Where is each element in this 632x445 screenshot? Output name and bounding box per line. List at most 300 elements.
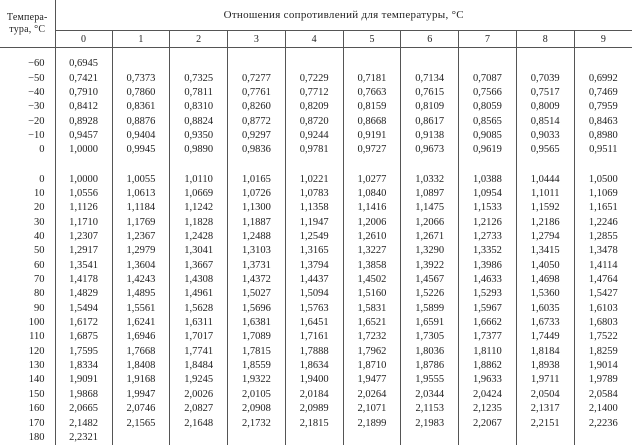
ratio-cell: 1,7522	[588, 331, 618, 343]
ratio-cell: 0,9297	[228, 129, 286, 143]
spacer-cell	[343, 48, 401, 57]
ratio-cell: 2,1565	[112, 416, 170, 430]
ratio-cell: 1,0000	[55, 143, 112, 157]
ratio-cell: 0,8720	[285, 114, 343, 128]
ratio-cell: 0,7421	[55, 71, 112, 85]
ratio-cell: 1,3604	[112, 258, 170, 272]
ratio-cell: 2,0827	[170, 402, 228, 416]
ratio-cell: 1,9322	[228, 373, 286, 387]
ratio-cell: 1,2549	[285, 230, 343, 244]
table-row	[0, 57, 632, 71]
ratio-cell: 1,8938	[516, 359, 574, 373]
table-row	[0, 143, 632, 157]
table-row	[0, 402, 632, 416]
temperature-cell: 100	[0, 316, 55, 330]
ratio-cell: 0,8772	[228, 114, 286, 128]
ratio-cell: 0,7860	[112, 86, 170, 100]
ratio-cell: 1,6241	[112, 316, 170, 330]
temperature-cell: 50	[0, 244, 55, 258]
ratio-cell: 1,3478	[588, 245, 618, 257]
ratio-cell: 1,4502	[343, 273, 401, 287]
ratio-cell: 1,0783	[285, 187, 343, 201]
ratio-cell: 0,8361	[112, 100, 170, 114]
temperature-cell: 110	[0, 330, 55, 344]
ratio-cell: 0,7517	[516, 86, 574, 100]
ratio-cell: 1,1416	[343, 201, 401, 215]
temperature-cell: −60	[0, 57, 55, 71]
ratio-cell: 2,2067	[459, 416, 517, 430]
ratio-cell: 1,4050	[516, 258, 574, 272]
ratio-cell: 1,7305	[401, 330, 459, 344]
ratio-cell: 1,7815	[228, 344, 286, 358]
ratio-cell: 1,3290	[401, 244, 459, 258]
spacer-cell	[459, 157, 517, 172]
ratio-cell: 1,1592	[516, 201, 574, 215]
ratio-cell: 0,8310	[170, 100, 228, 114]
ratio-cell: 0,9836	[228, 143, 286, 157]
ratio-cell: 1,5427	[588, 288, 618, 300]
temperature-cell: 40	[0, 230, 55, 244]
ratio-cell: 1,7888	[285, 344, 343, 358]
ratio-cell: 1,8484	[170, 359, 228, 373]
spacer-cell	[285, 48, 343, 57]
ratio-cell: 2,1983	[401, 416, 459, 430]
ratio-cell: 0,8260	[228, 100, 286, 114]
ratio-cell: 0,8668	[343, 114, 401, 128]
spacer-row	[0, 48, 632, 57]
ratio-cell: 1,2307	[55, 230, 112, 244]
ratio-cell: 0,9619	[459, 143, 517, 157]
ratio-cell: 1,1651	[588, 202, 618, 214]
ratio-cell: 0,9191	[343, 129, 401, 143]
ratio-cell: 1,0277	[343, 172, 401, 186]
ratio-cell: 0,8159	[343, 100, 401, 114]
ratio-cell: 0,8824	[170, 114, 228, 128]
ratio-cell: 1,5899	[401, 301, 459, 315]
ratio-cell	[401, 57, 459, 71]
ratio-cell: 1,0897	[401, 187, 459, 201]
temperature-cell: 70	[0, 273, 55, 287]
temperature-cell: 160	[0, 402, 55, 416]
ratio-cell: 1,0221	[285, 172, 343, 186]
spacer-cell	[459, 48, 517, 57]
spacer-cell	[574, 48, 632, 57]
ratio-cell	[112, 57, 170, 71]
spacer-cell	[170, 48, 228, 57]
table-row	[0, 359, 632, 373]
digit-header-0: 0	[55, 31, 112, 48]
table-row	[0, 273, 632, 287]
ratio-cell: 0,7229	[285, 71, 343, 85]
ratio-cell: 1,5763	[285, 301, 343, 315]
ratio-cell: 1,9245	[170, 373, 228, 387]
table-row	[0, 71, 632, 85]
ratio-cell: 1,0388	[459, 172, 517, 186]
ratio-cell: 1,5561	[112, 301, 170, 315]
spacer-cell	[55, 48, 112, 57]
ratio-cell: 0,7959	[588, 101, 618, 113]
ratio-cell: 1,7741	[170, 344, 228, 358]
ratio-cell: 1,3858	[343, 258, 401, 272]
table-row	[0, 187, 632, 201]
ratio-cell: 0,7373	[112, 71, 170, 85]
ratio-cell: 1,9789	[588, 374, 618, 386]
ratio-cell: 1,1126	[55, 201, 112, 215]
ratio-cell: 2,0584	[588, 388, 618, 400]
ratio-cell: 1,3165	[285, 244, 343, 258]
spacer-cell	[0, 157, 55, 172]
ratio-cell: 1,3667	[170, 258, 228, 272]
ratio-cell	[343, 430, 401, 445]
ratio-cell: 1,0840	[343, 187, 401, 201]
ratio-cell: 1,0165	[228, 172, 286, 186]
ratio-cell: 1,6311	[170, 316, 228, 330]
ratio-cell: 1,6103	[588, 302, 618, 314]
ratio-cell	[170, 430, 228, 445]
ratio-cell: 1,6521	[343, 316, 401, 330]
ratio-cell: 0,9350	[170, 129, 228, 143]
temperature-cell: 60	[0, 258, 55, 272]
ratio-cell: 1,4178	[55, 273, 112, 287]
ratio-cell: 1,5293	[459, 287, 517, 301]
ratio-cell: 1,6946	[112, 330, 170, 344]
ratio-cell: 0,7761	[228, 86, 286, 100]
ratio-cell: 0,6992	[588, 72, 618, 84]
spacer-cell	[401, 157, 459, 172]
temperature-cell: 10	[0, 187, 55, 201]
ratio-cell	[228, 57, 286, 71]
ratio-cell: 1,4961	[170, 287, 228, 301]
ratio-cell: 1,1887	[228, 215, 286, 229]
ratio-cell: 1,4829	[55, 287, 112, 301]
spacer-cell	[401, 48, 459, 57]
spacer-cell	[574, 157, 632, 172]
ratio-cell: 1,3731	[228, 258, 286, 272]
ratio-cell: 1,8634	[285, 359, 343, 373]
ratio-cell: 1,2186	[516, 215, 574, 229]
ratio-cell: 1,7161	[285, 330, 343, 344]
spacer-cell	[516, 48, 574, 57]
ratio-cell: 1,1069	[588, 188, 618, 199]
ratio-cell: 1,0613	[112, 187, 170, 201]
temperature-cell: 80	[0, 287, 55, 301]
ratio-cell: 2,1400	[588, 403, 618, 415]
ratio-cell: 1,7232	[343, 330, 401, 344]
ratio-cell: 1,8559	[228, 359, 286, 373]
temperature-cell: 30	[0, 215, 55, 229]
ratio-cell: 1,3794	[285, 258, 343, 272]
ratio-cell: 2,0665	[55, 402, 112, 416]
digit-header-5: 5	[343, 31, 401, 48]
ratio-cell: 1,9868	[55, 387, 112, 401]
temperature-header-line1: Темпера-	[6, 11, 48, 23]
ratio-cell: 0,9945	[112, 143, 170, 157]
ratio-cell	[516, 57, 574, 71]
ratio-cell: 1,2610	[343, 230, 401, 244]
ratio-cell: 2,0264	[343, 387, 401, 401]
table-row	[0, 129, 632, 143]
ratio-cell: 1,4633	[459, 273, 517, 287]
ratio-cell: 1,6662	[459, 316, 517, 330]
table-row	[0, 316, 632, 330]
ratio-cell: 0,9138	[401, 129, 459, 143]
ratio-cell: 0,8617	[401, 114, 459, 128]
ratio-cell: 1,5831	[343, 301, 401, 315]
spacer-cell	[170, 157, 228, 172]
ratio-cell: 1,8259	[588, 345, 618, 357]
ratio-cell: 1,0500	[588, 173, 618, 185]
ratio-cell: 1,5628	[170, 301, 228, 315]
digit-header-8: 8	[516, 31, 574, 48]
ratio-cell: 1,5967	[459, 301, 517, 315]
ratio-cell: 1,5696	[228, 301, 286, 315]
temperature-cell: 20	[0, 201, 55, 215]
ratio-cell: 1,6035	[516, 301, 574, 315]
table-row	[0, 100, 632, 114]
ratio-cell: 1,7595	[55, 344, 112, 358]
table-row	[0, 258, 632, 272]
ratio-cell: 1,5360	[516, 287, 574, 301]
ratio-cell: 1,6591	[401, 316, 459, 330]
ratio-cell: 0,7910	[55, 86, 112, 100]
ratio-cell: 1,9091	[55, 373, 112, 387]
ratio-cell: 1,8036	[401, 344, 459, 358]
ratio-cell: 0,9404	[112, 129, 170, 143]
ratio-cell: 0,8059	[459, 100, 517, 114]
ratio-cell	[516, 430, 574, 445]
ratio-cell: 1,0110	[170, 172, 228, 186]
ratio-cell: 1,8786	[401, 359, 459, 373]
ratio-cell: 1,2367	[112, 230, 170, 244]
table-row	[0, 244, 632, 258]
ratio-cell: 0,8463	[588, 115, 618, 127]
ratio-cell: 1,7449	[516, 330, 574, 344]
table-row	[0, 330, 632, 344]
ratio-cell: 0,9085	[459, 129, 517, 143]
ratio-cell: 0,8876	[112, 114, 170, 128]
ratio-cell: 0,7663	[343, 86, 401, 100]
ratio-cell: 1,6381	[228, 316, 286, 330]
ratio-cell: 0,7181	[343, 71, 401, 85]
ratio-cell: 0,7615	[401, 86, 459, 100]
ratio-cell: 1,9711	[516, 373, 574, 387]
ratio-cell: 0,7277	[228, 71, 286, 85]
table-header	[0, 0, 632, 48]
ratio-cell: 1,4243	[112, 273, 170, 287]
ratio-cell: 0,9727	[343, 143, 401, 157]
ratio-cell: 1,9633	[459, 373, 517, 387]
spacer-cell	[516, 157, 574, 172]
ratio-cell: 1,5494	[55, 301, 112, 315]
ratio-cell	[401, 430, 459, 445]
ratio-cell: 0,8412	[55, 100, 112, 114]
table-row	[0, 373, 632, 387]
ratio-cell: 1,9555	[401, 373, 459, 387]
ratio-cell: 2,0344	[401, 387, 459, 401]
ratio-cell: 1,3986	[459, 258, 517, 272]
ratio-cell: 1,8862	[459, 359, 517, 373]
spacer-cell	[112, 157, 170, 172]
ratio-cell: 2,0908	[228, 402, 286, 416]
ratio-cell: 2,0989	[285, 402, 343, 416]
ratio-cell: 2,1482	[55, 416, 112, 430]
table-row	[0, 114, 632, 128]
digit-header-1: 1	[112, 31, 170, 48]
ratio-cell: 1,2733	[459, 230, 517, 244]
ratio-cell: 1,0055	[112, 172, 170, 186]
ratio-cell: 1,2671	[401, 230, 459, 244]
ratio-cell: 1,8110	[459, 344, 517, 358]
ratio-cell: 1,4308	[170, 273, 228, 287]
table-row	[0, 430, 632, 445]
ratio-cell: 0,8980	[588, 130, 618, 141]
ratio-cell: 1,5160	[343, 287, 401, 301]
ratio-cell: 1,6875	[55, 330, 112, 344]
ratio-cell: 2,0746	[112, 402, 170, 416]
ratio-cell: 0,9890	[170, 143, 228, 157]
ratio-cell: 1,7962	[343, 344, 401, 358]
spacer-cell	[0, 48, 55, 57]
temperature-cell: −50	[0, 71, 55, 85]
digit-header-9: 9	[574, 31, 632, 48]
spacer-cell	[112, 48, 170, 57]
ratio-cell: 1,2917	[55, 244, 112, 258]
temperature-cell: −40	[0, 86, 55, 100]
ratio-cell: 0,9457	[55, 129, 112, 143]
ratio-cell: 0,9781	[285, 143, 343, 157]
ratio-cell: 1,5226	[401, 287, 459, 301]
ratio-cell: 1,2246	[588, 216, 618, 228]
table-row	[0, 201, 632, 215]
ratio-cell: 0,8009	[516, 100, 574, 114]
ratio-cell: 1,2794	[516, 230, 574, 244]
ratio-cell: 2,0504	[516, 387, 574, 401]
temperature-cell: 120	[0, 344, 55, 358]
spacer-cell	[55, 157, 112, 172]
ratio-cell: 2,1648	[170, 416, 228, 430]
table-row	[0, 344, 632, 358]
ratio-cell: 1,4764	[588, 274, 618, 286]
ratio-cell: 2,2236	[588, 417, 618, 429]
ratio-cell	[170, 57, 228, 71]
ratio-cell: 0,6945	[55, 57, 112, 71]
ratio-cell: 1,2979	[112, 244, 170, 258]
temperature-header-line2: тура, °С	[9, 23, 46, 35]
digit-header-6: 6	[401, 31, 459, 48]
temperature-column-header	[0, 0, 55, 48]
ratio-cell: 1,2006	[343, 215, 401, 229]
ratio-cell: 0,7087	[459, 71, 517, 85]
ratio-cell: 2,0184	[285, 387, 343, 401]
table-body	[0, 48, 632, 445]
ratio-cell: 1,6733	[516, 316, 574, 330]
ratio-cell: 0,8109	[401, 100, 459, 114]
table-row	[0, 416, 632, 430]
ratio-cell: 1,4372	[228, 273, 286, 287]
table-row	[0, 215, 632, 229]
ratio-cell	[285, 57, 343, 71]
ratio-cell: 0,7811	[170, 86, 228, 100]
temperature-cell: −30	[0, 100, 55, 114]
ratio-cell: 1,3041	[170, 244, 228, 258]
ratio-cell: 2,0026	[170, 387, 228, 401]
ratio-cell: 1,4437	[285, 273, 343, 287]
temperature-cell: 90	[0, 301, 55, 315]
ratio-cell: 1,7668	[112, 344, 170, 358]
ratio-cell: 1,6172	[55, 316, 112, 330]
ratio-cell: 1,5094	[285, 287, 343, 301]
temperature-cell: 180	[0, 430, 55, 445]
ratio-cell	[285, 430, 343, 445]
ratio-cell: 0,8514	[516, 114, 574, 128]
ratio-cell: 1,1947	[285, 215, 343, 229]
digit-header-3: 3	[228, 31, 286, 48]
ratio-cell: 0,7712	[285, 86, 343, 100]
ratio-cell: 1,7089	[228, 330, 286, 344]
table-row	[0, 387, 632, 401]
ratio-cell: 1,2428	[170, 230, 228, 244]
table-row	[0, 301, 632, 315]
ratio-cell: 1,1358	[285, 201, 343, 215]
ratio-cell: 1,4567	[401, 273, 459, 287]
ratio-cell: 1,2855	[588, 231, 618, 243]
spacer-cell	[228, 157, 286, 172]
ratio-cell	[459, 430, 517, 445]
ratio-cell: 1,9947	[112, 387, 170, 401]
ratio-cell: 1,6803	[588, 317, 618, 329]
ratio-cell: 1,1184	[112, 201, 170, 215]
ratio-cell: 1,6451	[285, 316, 343, 330]
temperature-cell: 150	[0, 387, 55, 401]
ratio-cell: 0,7134	[401, 71, 459, 85]
ratio-cell: 0,9511	[589, 144, 618, 156]
ratio-cell: 1,9014	[588, 360, 618, 372]
ratio-cell: 1,2126	[459, 215, 517, 229]
ratio-cell: 1,3541	[55, 258, 112, 272]
ratio-cell: 2,1071	[343, 402, 401, 416]
ratio-cell: 1,1710	[55, 215, 112, 229]
ratio-cell: 1,8184	[516, 344, 574, 358]
ratio-cell: 0,9033	[516, 129, 574, 143]
ratio-cell: 1,1828	[170, 215, 228, 229]
ratio-cell: 1,3415	[516, 244, 574, 258]
ratio-cell: 1,1011	[516, 187, 574, 201]
digit-header-4: 4	[285, 31, 343, 48]
spacer-cell	[285, 157, 343, 172]
temperature-cell: 0	[0, 143, 55, 157]
ratio-cell: 1,3103	[228, 244, 286, 258]
ratio-cell: 0,8928	[55, 114, 112, 128]
ratio-cell	[228, 430, 286, 445]
ratio-cell: 0,7566	[459, 86, 517, 100]
ratio-cell	[574, 57, 632, 71]
ratio-cell: 2,2321	[55, 430, 112, 445]
ratio-cell: 1,9168	[112, 373, 170, 387]
digit-header-2: 2	[170, 31, 228, 48]
ratio-cell: 1,1300	[228, 201, 286, 215]
ratio-cell: 0,9565	[516, 143, 574, 157]
ratio-cell: 1,4698	[516, 273, 574, 287]
ratio-cell: 2,0105	[228, 387, 286, 401]
temperature-cell: 130	[0, 359, 55, 373]
ratio-cell: 1,7017	[170, 330, 228, 344]
ratio-cell: 0,7469	[588, 86, 618, 98]
ratio-cell: 1,8334	[55, 359, 112, 373]
table-row	[0, 230, 632, 244]
ratio-cell: 1,1475	[401, 201, 459, 215]
table-row	[0, 86, 632, 100]
temperature-cell: 170	[0, 416, 55, 430]
